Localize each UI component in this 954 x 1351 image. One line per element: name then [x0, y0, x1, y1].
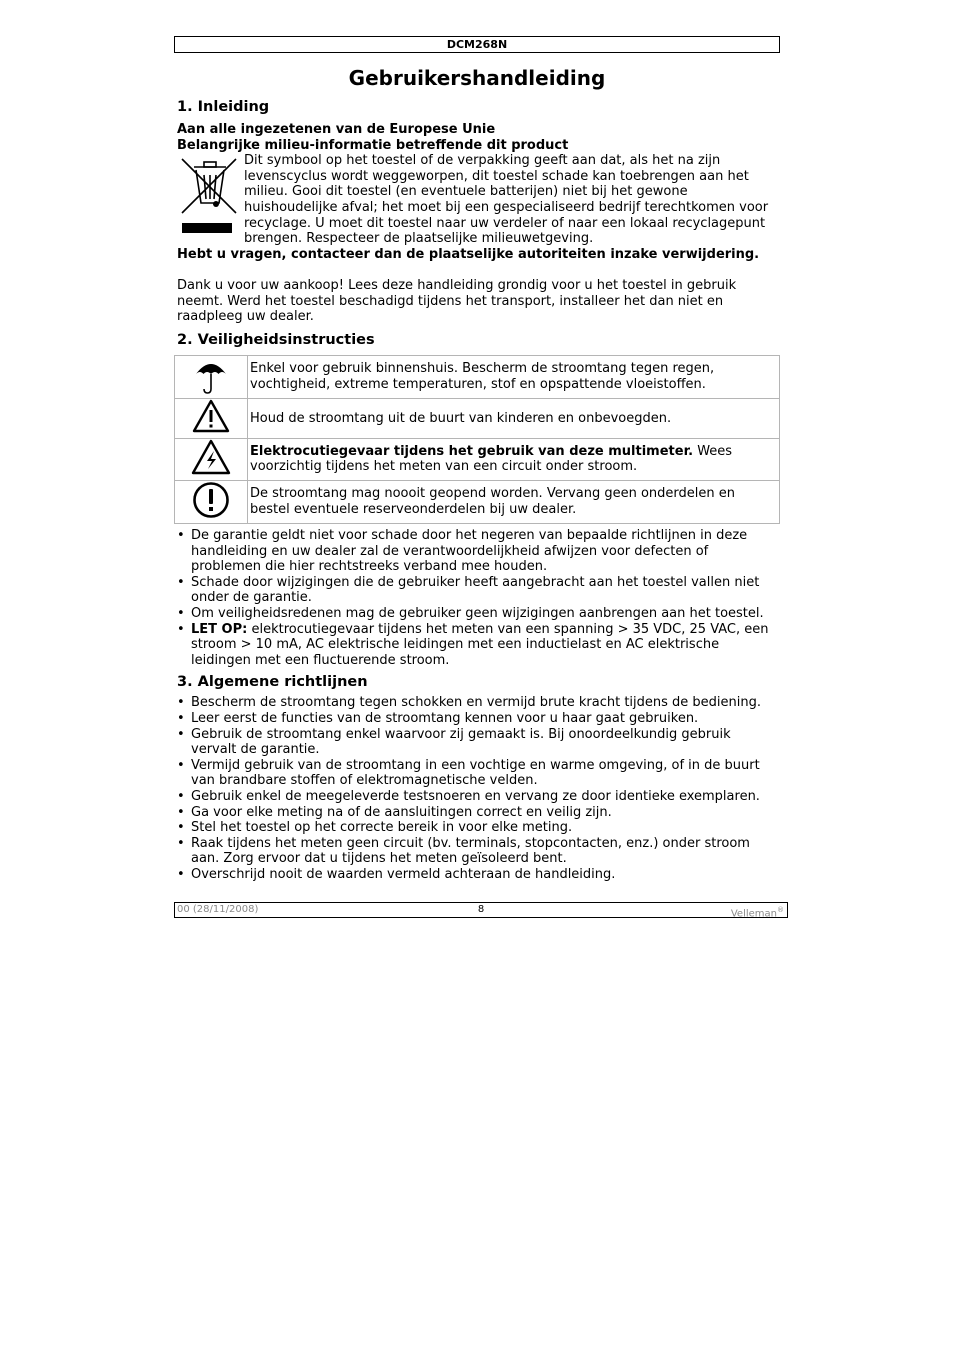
- disposal-questions: Hebt u vragen, contacteer dan de plaatselijke autoriteiten inzake verwijdering.: [177, 246, 760, 262]
- list-item-text: elektrocutiegevaar tijdens het meten van een spanning > 35 VDC, 25 VAC, een stroom > 10 mA, AC elektrische leidingen met een inductielast en AC elektrische leidingen met een fluctuerende stroom.: [191, 621, 769, 668]
- list-item-text: Gebruik enkel de meegeleverde testsnoeren en vervang ze door identieke exemplaren.: [191, 789, 760, 804]
- bullet-icon: •: [177, 835, 185, 851]
- list-item: [174, 867, 780, 883]
- bullet-icon: •: [177, 757, 185, 773]
- electric-shock-icon: [175, 438, 248, 480]
- safety-row-text: [248, 438, 780, 480]
- list-item: [174, 727, 780, 758]
- list-item-text: Raak tijdens het meten geen circuit (bv. terminals, stopcontacten, enz.) onder stroom aan. Zorg ervoor dat u tijdens het meten geïsoleerd bent.: [191, 835, 750, 867]
- list-item-text: Schade door wijzigingen die de gebruiker heeft aangebracht aan het toestel vallen niet onder de garantie.: [191, 574, 760, 606]
- brand-name: Velleman: [730, 908, 777, 920]
- page-footer: [174, 902, 788, 918]
- weee-text: Dit symbool op het toestel of de verpakking geeft aan dat, als het na zijn levenscyclus wordt weggeworpen, dit toestel schade kan toebrengen aan het milieu. Gooi dit toestel (en eventuele batterijen) niet bij het gewone huishoudelijke afval; het moet bij een gespecialiseerd bedrijf terechtkomen voor recyclage. U moet dit toestel naar uw verdeler of naar een lokaal recyclagepunt brengen. Respecteer de plaatselijke milieuwetgeving.: [244, 153, 769, 247]
- section-1-heading: 1. Inleiding: [177, 99, 270, 115]
- page-title: Gebruikershandleiding: [348, 66, 606, 90]
- list-item: [174, 836, 780, 867]
- registered-mark: ®: [777, 906, 784, 914]
- list-item: [174, 789, 780, 805]
- eu-residents-heading: Aan alle ingezetenen van de Europese Unie: [177, 122, 496, 137]
- list-item: [174, 606, 780, 622]
- bullet-icon: •: [177, 804, 185, 820]
- safety-row: [175, 480, 780, 524]
- safety-row-text: Houd de stroomtang uit de buurt van kinderen en onbevoegden.: [248, 399, 780, 439]
- footer-version-date: 00 (28/11/2008): [177, 904, 259, 915]
- bullet-icon: •: [177, 528, 185, 544]
- section-2-heading: 2. Veiligheidsinstructies: [177, 331, 375, 348]
- list-item-text: Om veiligheidsredenen mag de gebruiker geen wijzigingen aanbrengen aan het toestel.: [191, 606, 764, 622]
- list-item: [174, 622, 780, 669]
- list-item-text: Overschrijd nooit de waarden vermeld achteraan de handleiding.: [191, 866, 616, 882]
- list-item: [174, 528, 780, 575]
- crossed-bin-icon: [174, 153, 244, 247]
- safety-row-text: Enkel voor gebruik binnenshuis. Bescherm de stroomtang tegen regen, vochtigheid, extreme temperaturen, stof en opspattende vloeistoffen.: [248, 355, 780, 399]
- bullet-icon: •: [177, 820, 185, 836]
- list-item-text: Gebruik de stroomtang enkel waarvoor zij gemaakt is. Bij onoordeelkundig gebruik vervalt de garantie.: [191, 726, 731, 758]
- list-item: [174, 758, 780, 789]
- bullet-icon: •: [177, 866, 185, 882]
- list-item: [174, 820, 780, 836]
- footer-brand: [731, 903, 784, 921]
- bullet-icon: •: [177, 789, 185, 804]
- environment-info-heading: Belangrijke milieu-informatie betreffende dit product: [177, 137, 569, 153]
- shock-warning-text: Wees voorzichtig tijdens het meten van een circuit onder stroom.: [250, 443, 733, 475]
- bullet-icon: •: [177, 574, 185, 590]
- list-item-text: Stel het toestel op het correcte bereik in voor elke meting.: [191, 820, 573, 836]
- bullet-icon: •: [177, 606, 185, 622]
- section-3-heading: 3. Algemene richtlijnen: [177, 674, 368, 691]
- list-item-text: Vermijd gebruik van de stroomtang in een vochtige en warme omgeving, of in de buurt van brandbare stoffen of elektromagnetische velden.: [191, 757, 760, 789]
- shock-warning-bold: Elektrocutiegevaar tijdens het gebruik van deze multimeter.: [250, 443, 694, 459]
- thanks-paragraph: Dank u voor uw aankoop! Lees deze handleiding grondig voor u het toestel in gebruik neemt. Werd het toestel beschadigd tijdens het transport, installeer het dan niet en raadpleeg uw dealer.: [177, 277, 737, 325]
- list-item: [174, 695, 780, 711]
- safety-table: [174, 355, 780, 524]
- list-item: [174, 575, 780, 606]
- list-item-text: Bescherm de stroomtang tegen schokken en vermijd brute kracht tijdens de bediening.: [191, 695, 762, 711]
- bullet-icon: •: [177, 711, 185, 727]
- safety-row-text: De stroomtang mag noooit geopend worden. Vervang geen onderdelen en bestel eventuele reserveonderdelen bij uw dealer.: [248, 480, 780, 524]
- list-item-text: Leer eerst de functies van de stroomtang kennen voor u haar gaat gebruiken.: [191, 711, 699, 727]
- list-item-text: De garantie geldt niet voor schade door het negeren van bepaalde richtlijnen in deze handleiding en uw dealer zal de verantwoordelijkheid afwijzen voor defecten of problemen die hier rechtstreeks verband mee houden.: [191, 528, 748, 575]
- header-model: DCM268N: [174, 36, 780, 53]
- list-item: [174, 711, 780, 727]
- safety-bullets: [174, 528, 780, 668]
- bullet-icon: •: [177, 726, 185, 742]
- safety-row: [175, 399, 780, 439]
- warning-triangle-icon: [175, 399, 248, 439]
- exclamation-circle-icon: [175, 480, 248, 524]
- safety-row: [175, 355, 780, 399]
- weee-block: [174, 153, 780, 247]
- bullet-icon: •: [177, 695, 185, 711]
- guidelines-bullets: [174, 695, 780, 882]
- umbrella-icon: [175, 355, 248, 399]
- document-page: [174, 36, 780, 883]
- page-number: 8: [477, 904, 485, 915]
- list-item: [174, 805, 780, 821]
- list-item-text: Ga voor elke meting na of de aansluitingen correct en veilig zijn.: [191, 804, 612, 820]
- caution-label: LET OP:: [191, 621, 248, 637]
- safety-row: [175, 438, 780, 480]
- bullet-icon: •: [177, 621, 185, 637]
